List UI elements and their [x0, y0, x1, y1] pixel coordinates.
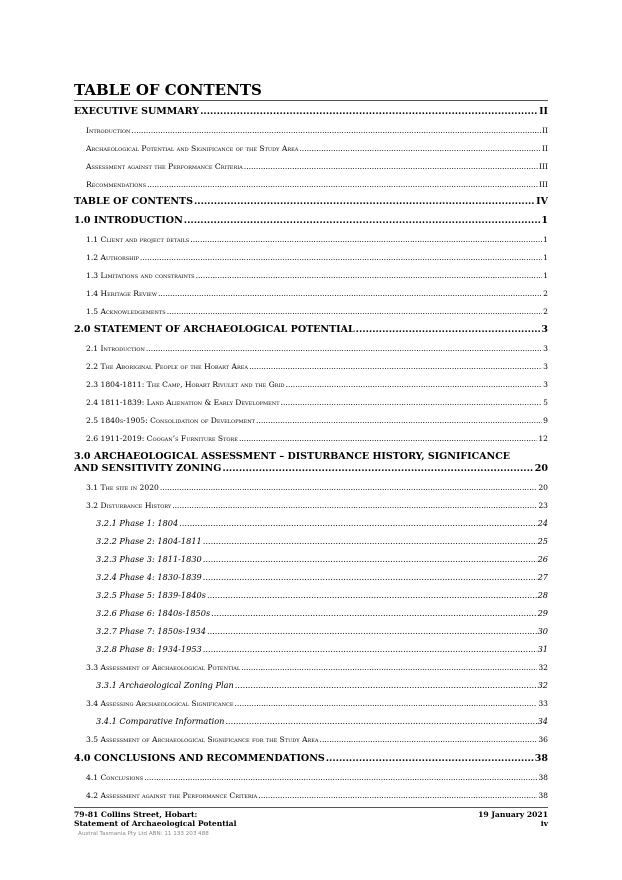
toc-entry[interactable]: Archaeological Potential and Significance of the Study Area ..... II — [86, 143, 548, 154]
toc-entry[interactable]: Recommendations ..... III — [86, 179, 548, 190]
toc-entry[interactable]: 3.2.2 Phase 2: 1804-1811 ..... 25 — [96, 536, 548, 547]
toc-entry[interactable]: 3.2.1 Phase 1: 1804 ..... 24 — [96, 518, 548, 529]
footer-divider — [74, 807, 548, 808]
toc-entry[interactable]: 3.5 Assessment of Archaeological Significance for the Study Area ..... 36 — [86, 734, 548, 745]
toc-entry[interactable]: 2.4 1811-1839: Land Alienation & Early Development ..... 5 — [86, 397, 548, 408]
toc-entry[interactable]: 1.2 Authorship ..... 1 — [86, 252, 548, 263]
toc-entry[interactable]: 1.5 Acknowledgements ..... 2 — [86, 306, 548, 317]
title-divider — [74, 100, 548, 101]
toc-entry[interactable]: 4.0 CONCLUSIONS AND RECOMMENDATIONS ..... 38 — [74, 752, 548, 766]
toc-entry[interactable]: 3.3 Assessment of Archaeological Potential ..... 32 — [86, 662, 548, 673]
toc-entry[interactable]: 3.2 Disturbance History ..... 23 — [86, 500, 548, 511]
toc-entry[interactable]: 3.4 Assessing Archaeological Significance ..... 33 — [86, 698, 548, 709]
page-title: TABLE OF CONTENTS — [74, 81, 262, 99]
toc-entry[interactable]: Assessment against the Performance Criteria ..... III — [86, 161, 548, 172]
footer-page-number: iv — [540, 819, 548, 828]
toc-entry[interactable]: 2.1 Introduction ..... 3 — [86, 343, 548, 354]
toc-entry[interactable]: 4.1 Conclusions ..... 38 — [86, 772, 548, 783]
toc-entry[interactable]: 3.2.8 Phase 8: 1934-1953 ..... 31 — [96, 644, 548, 655]
toc-entry[interactable]: 2.2 The Aboriginal People of the Hobart Area ..... 3 — [86, 361, 548, 372]
footer-date: 19 January 2021 — [478, 810, 548, 819]
toc-entry[interactable]: 3.4.1 Comparative Information ..... 34 — [96, 716, 548, 727]
toc-entry[interactable]: 1.1 Client and project details ..... 1 — [86, 234, 548, 245]
toc-entry[interactable]: Introduction ..... II — [86, 125, 548, 136]
footer-doc-title: Statement of Archaeological Potential — [74, 819, 237, 828]
toc-entry[interactable]: 3.1 The site in 2020 ..... 20 — [86, 482, 548, 493]
toc-entry[interactable]: 2.6 1911-2019: Coogan’s Furniture Store ..... 12 — [86, 433, 548, 444]
toc-entry[interactable]: EXECUTIVE SUMMARY ..... II — [74, 105, 548, 119]
toc-entry[interactable]: 2.0 STATEMENT OF ARCHAEOLOGICAL POTENTIAL ..... 3 — [74, 323, 548, 337]
toc-entry[interactable]: 2.3 1804-1811: The Camp, Hobart Rivulet and the Grid ..... 3 — [86, 379, 548, 390]
toc-entry[interactable]: 3.2.4 Phase 4: 1830-1839 ..... 27 — [96, 572, 548, 583]
toc-entry[interactable]: 1.4 Heritage Review ..... 2 — [86, 288, 548, 299]
toc-entry[interactable]: 3.2.6 Phase 6: 1840s-1850s ..... 29 — [96, 608, 548, 619]
toc-entry[interactable]: 3.2.5 Phase 5: 1839-1840s ..... 28 — [96, 590, 548, 601]
toc-entry[interactable]: 3.2.7 Phase 7: 1850s-1934 ..... 30 — [96, 626, 548, 637]
toc-entry[interactable]: 2.5 1840s-1905: Consolidation of Development ..... 9 — [86, 415, 548, 426]
toc-entry[interactable]: 1.0 INTRODUCTION ..... 1 — [74, 214, 548, 228]
footer-left — [74, 810, 236, 828]
toc-entry[interactable]: 4.2 Assessment against the Performance Criteria ..... 38 — [86, 790, 548, 801]
toc-entry[interactable]: TABLE OF CONTENTS ..... IV — [74, 195, 548, 209]
toc-entry[interactable]: 3.3.1 Archaeological Zoning Plan ..... 32 — [96, 680, 548, 691]
toc-entry[interactable]: 3.2.3 Phase 3: 1811-1830 ..... 26 — [96, 554, 548, 565]
footer-address: 79-81 Collins Street, Hobart: — [74, 810, 198, 819]
toc-entry[interactable]: 3.0 ARCHAEOLOGICAL ASSESSMENT – DISTURBANCE HISTORY, SIGNIFICANCE AND SENSITIVITY ZONING ..... 20 — [74, 451, 548, 477]
company-line: Austral Tasmania Pty Ltd ABN: 11 133 203 488 — [78, 831, 209, 837]
toc-entry[interactable]: 1.3 Limitations and constraints ..... 1 — [86, 270, 548, 281]
footer-right — [420, 810, 548, 828]
